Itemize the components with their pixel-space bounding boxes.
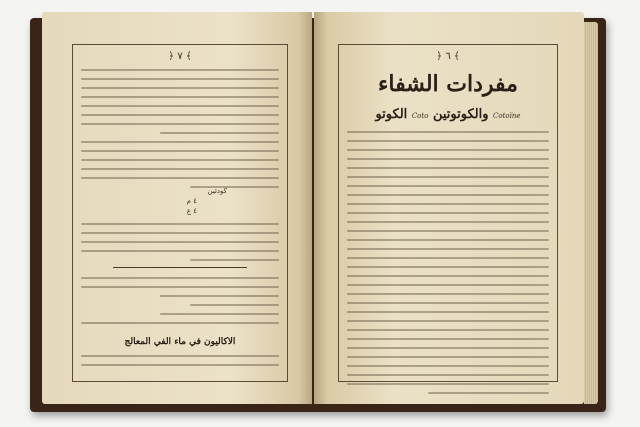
right-running-head: ﴿ ٦ ﴾ [436, 51, 460, 62]
formula-value-1: ٤ م [186, 197, 197, 205]
entry-heading [339, 107, 557, 122]
left-page [42, 12, 312, 404]
formula-label: كودئين [207, 187, 227, 195]
left-section-heading: الاكاليون في ماء الفي المعالج [124, 337, 236, 347]
right-page [314, 12, 584, 404]
entry-latin-2: Cotoïne [493, 112, 521, 120]
entry-heading-arabic-2: والكوتوتين [432, 107, 489, 122]
page-edges [584, 22, 598, 404]
section-divider [113, 267, 247, 268]
left-paragraph-4 [81, 355, 279, 373]
left-paragraph-2 [81, 223, 279, 268]
entry-latin: Coto [411, 112, 429, 120]
formula-value-2: ٤ ع [186, 207, 197, 215]
left-page-frame [72, 44, 288, 382]
left-paragraph-1 [81, 69, 279, 195]
left-paragraph-3 [81, 277, 279, 331]
left-running-head: ﴿ ٧ ﴾ [168, 51, 192, 62]
right-paragraph-1 [347, 131, 549, 401]
page-title: مفردات الشفاء [378, 71, 518, 97]
open-book [30, 8, 612, 412]
right-page-frame [338, 44, 558, 382]
entry-heading-arabic: الكوتو [375, 107, 408, 122]
